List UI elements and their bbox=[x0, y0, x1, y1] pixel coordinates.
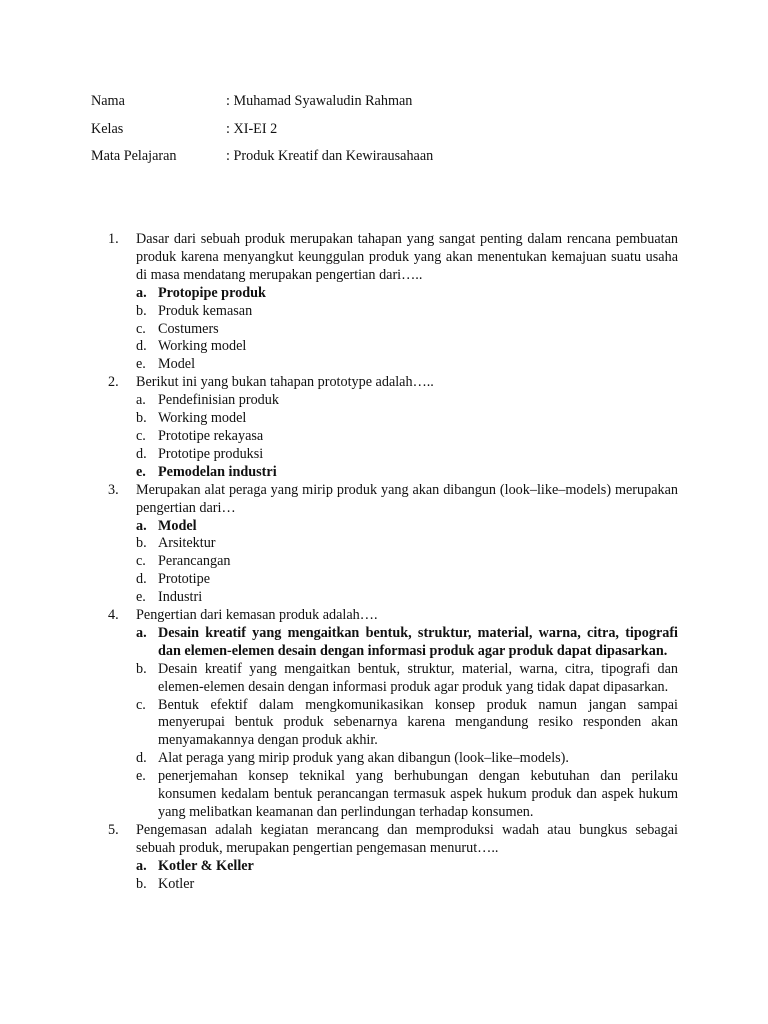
answer-option bbox=[136, 571, 678, 589]
header-row-nama bbox=[91, 93, 691, 121]
answer-option-selected bbox=[136, 518, 678, 536]
option-letter: a. bbox=[136, 284, 147, 301]
option-text: Desain kreatif yang mengaitkan bentuk, struktur, material, warna, citra, tipografi dan elemen-elemen desain dengan informasi produk agar produk dapat dipasarkan. bbox=[158, 624, 678, 659]
option-text: Desain kreatif yang mengaitkan bentuk, struktur, material, warna, citra, tipografi dan elemen-elemen desain dengan informasi produk agar produk yang tidak dapat dipasarkan. bbox=[158, 660, 678, 695]
option-text: Prototipe produksi bbox=[158, 445, 264, 462]
option-letter: c. bbox=[136, 427, 146, 444]
answer-option bbox=[136, 697, 678, 751]
answer-option bbox=[136, 410, 678, 428]
question-item bbox=[108, 482, 678, 607]
option-text: Working model bbox=[158, 338, 247, 355]
option-letter: e. bbox=[136, 463, 146, 480]
option-text: penerjemahan konsep teknikal yang berhubungan dengan kebutuhan dan perilaku konsumen kedalam bentuk perancangan termasuk aspek hukum produk dan aspek hukum yang melibatkan keamanan dan perlindungan terhadap konsumen. bbox=[158, 768, 678, 820]
option-text: Pendefinisian produk bbox=[158, 392, 279, 409]
option-text: Kotler & Keller bbox=[158, 857, 254, 874]
header-label: Mata Pelajaran bbox=[91, 148, 177, 164]
header-value: : Muhamad Syawaludin Rahman bbox=[226, 93, 413, 109]
option-letter: d. bbox=[136, 445, 147, 462]
header-label: Kelas bbox=[91, 120, 124, 137]
option-letter: d. bbox=[136, 338, 147, 355]
question-body bbox=[136, 607, 678, 822]
question-body bbox=[136, 374, 678, 481]
option-letter: a. bbox=[136, 624, 147, 641]
answer-option bbox=[136, 392, 678, 410]
option-text: Alat peraga yang mirip produk yang akan dibangun (look–like–models). bbox=[158, 750, 569, 767]
question-body bbox=[136, 482, 678, 607]
option-text: Costumers bbox=[158, 320, 219, 337]
question-text: Dasar dari sebuah produk merupakan tahapan yang sangat penting dalam rencana pembuatan produk karena menyangkut keunggulan produk yang akan menentukan kemajuan suatu usaha di masa mendatang merupakan pengertian dari….. bbox=[136, 231, 678, 283]
answer-option bbox=[136, 356, 678, 374]
option-letter: b. bbox=[136, 535, 147, 552]
answer-option bbox=[136, 321, 678, 339]
answer-option-selected bbox=[136, 858, 678, 876]
option-letter: b. bbox=[136, 875, 147, 892]
question-number: 2. bbox=[108, 374, 119, 391]
header-row-mata-pelajaran bbox=[91, 148, 691, 176]
option-letter: a. bbox=[136, 392, 146, 409]
option-text: Prototipe rekayasa bbox=[158, 427, 264, 444]
option-letter: c. bbox=[136, 696, 146, 713]
question-number: 5. bbox=[108, 821, 119, 838]
option-text: Pemodelan industri bbox=[158, 463, 277, 480]
question-item bbox=[108, 822, 678, 894]
question-text: Pengemasan adalah kegiatan merancang dan memproduksi wadah atau bungkus sebagai sebuah produk, merupakan pengertian pengemasan menurut….. bbox=[136, 821, 678, 856]
option-text: Produk kemasan bbox=[158, 302, 253, 319]
answer-option bbox=[136, 428, 678, 446]
option-letter: c. bbox=[136, 553, 146, 570]
option-letter: d. bbox=[136, 571, 147, 588]
option-letter: e. bbox=[136, 356, 146, 373]
option-text: Arsitektur bbox=[158, 535, 216, 552]
question-text: Pengertian dari kemasan produk adalah…. bbox=[136, 607, 378, 624]
option-text: Working model bbox=[158, 410, 247, 427]
answer-option bbox=[136, 303, 678, 321]
question-body bbox=[136, 231, 678, 374]
option-text: Prototipe bbox=[158, 571, 211, 588]
option-letter: a. bbox=[136, 857, 147, 874]
option-letter: d. bbox=[136, 750, 147, 767]
answer-option bbox=[136, 750, 678, 768]
option-letter: b. bbox=[136, 410, 147, 427]
option-letter: c. bbox=[136, 320, 146, 337]
answer-option bbox=[136, 553, 678, 571]
option-text: Model bbox=[158, 356, 196, 373]
option-text: Kotler bbox=[158, 875, 195, 892]
question-list bbox=[108, 231, 678, 894]
option-text: Perancangan bbox=[158, 553, 231, 570]
header-value: : Produk Kreatif dan Kewirausahaan bbox=[226, 148, 434, 164]
header-label: Nama bbox=[91, 93, 125, 109]
question-item bbox=[108, 374, 678, 481]
answer-option bbox=[136, 768, 678, 822]
answer-option-selected bbox=[136, 464, 678, 482]
answer-option bbox=[136, 589, 678, 607]
answer-option-selected bbox=[136, 625, 678, 661]
question-text: Merupakan alat peraga yang mirip produk yang akan dibangun (look–like–models) merupakan pengertian dari… bbox=[136, 481, 678, 516]
question-body bbox=[136, 822, 678, 894]
answer-option bbox=[136, 876, 678, 894]
option-text: Protopipe produk bbox=[158, 284, 266, 301]
question-item bbox=[108, 607, 678, 822]
question-text: Berikut ini yang bukan tahapan prototype adalah….. bbox=[136, 374, 434, 391]
option-letter: b. bbox=[136, 302, 147, 319]
header-row-kelas bbox=[91, 121, 691, 149]
option-letter: e. bbox=[136, 768, 146, 785]
header-value: : XI-EI 2 bbox=[226, 120, 278, 137]
answer-option bbox=[136, 446, 678, 464]
option-letter: b. bbox=[136, 660, 147, 677]
question-number: 1. bbox=[108, 231, 119, 247]
question-item bbox=[108, 231, 678, 374]
answer-option bbox=[136, 661, 678, 697]
question-number: 3. bbox=[108, 481, 119, 498]
option-letter: e. bbox=[136, 589, 146, 606]
question-number: 4. bbox=[108, 607, 119, 624]
option-text: Industri bbox=[158, 589, 203, 606]
answer-option bbox=[136, 535, 678, 553]
option-text: Model bbox=[158, 517, 197, 534]
answer-option bbox=[136, 338, 678, 356]
option-letter: a. bbox=[136, 517, 147, 534]
student-info-header bbox=[91, 93, 691, 176]
option-text: Bentuk efektif dalam mengkomunikasikan konsep produk namun jangan sampai menyerupai bentuk produk sebenarnya karena mengandung resiko responden akan menyamakannya dengan produk akhir. bbox=[158, 696, 678, 749]
answer-option-selected bbox=[136, 285, 678, 303]
